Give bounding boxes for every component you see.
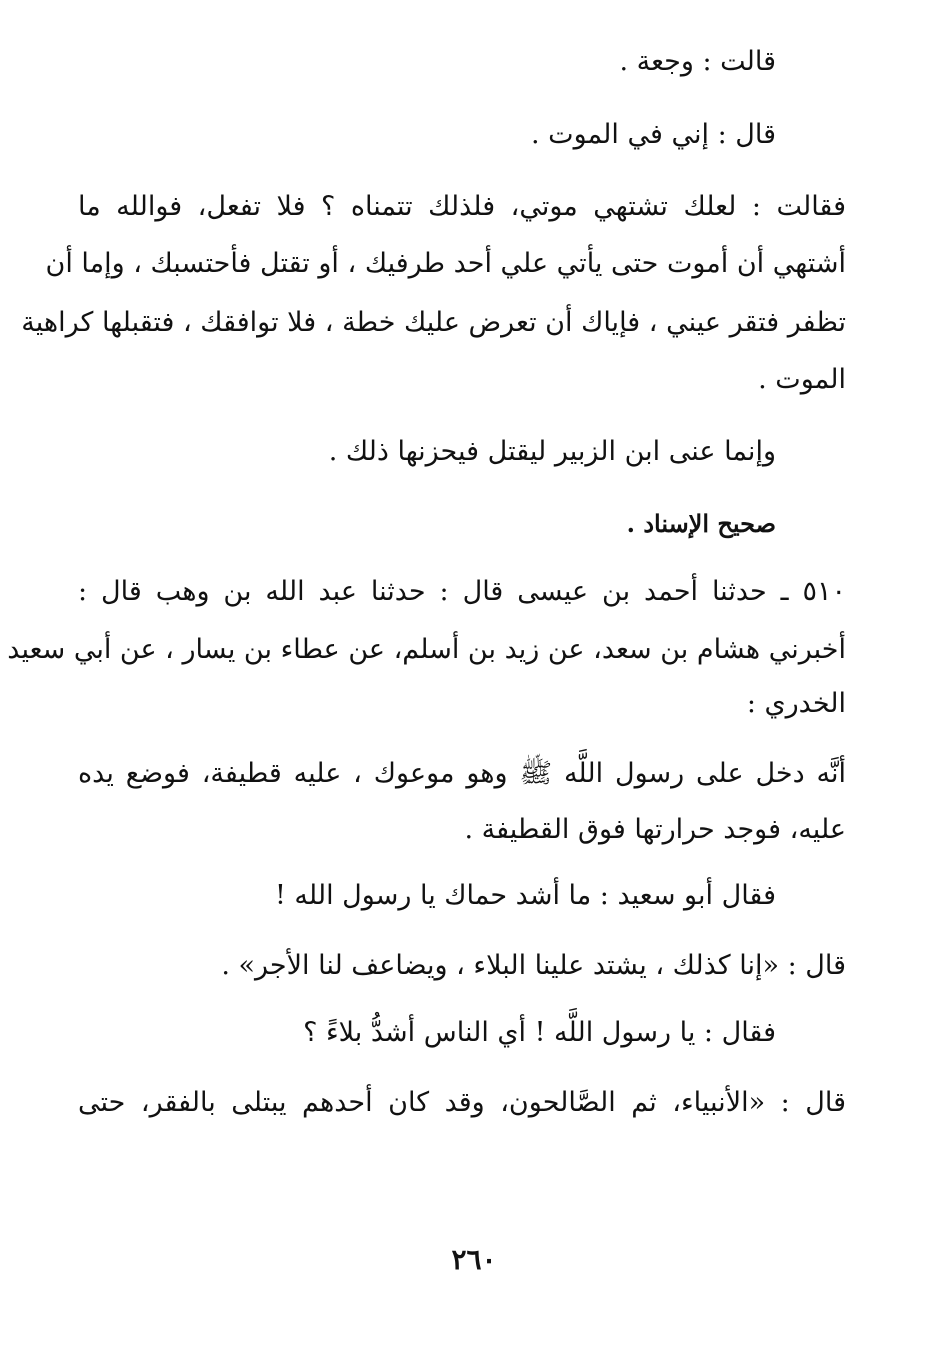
text-line-4: أشتهي أن أموت حتى يأتي علي أحد طرفيك ، أو تقتل فأحتسبك ، وإما أن	[45, 248, 846, 279]
text-line-2: قال : إني في الموت .	[531, 119, 776, 150]
text-line-5: تظفر فتقر عيني ، فإياك أن تعرض عليك خطة ، فلا توافقك ، فتقبلها كراهية	[21, 307, 846, 338]
text-line-16: فقال : يا رسول اللَّه ! أي الناس أشدُّ بلاءً ؟	[303, 1017, 776, 1048]
text-line-10: أخبرني هشام بن سعد، عن زيد بن أسلم، عن عطاء بن يسار ، عن أبي سعيد	[7, 634, 846, 665]
text-line-1: قالت : وجعة .	[619, 46, 776, 77]
text-line-13: عليه، فوجد حرارتها فوق القطيفة .	[464, 814, 846, 845]
text-line-14: فقال أبو سعيد : ما أشد حماك يا رسول الله !	[275, 880, 776, 911]
hadith-number-line: ٥١٠ ـ حدثنا أحمد بن عيسى قال : حدثنا عبد الله بن وهب قال :	[78, 576, 846, 607]
text-line-15: قال : «إنا كذلك ، يشتد علينا البلاء ، ويضاعف لنا الأجر» .	[221, 950, 846, 981]
grading-line: صحيح الإسناد .	[626, 509, 776, 538]
text-line-7: وإنما عنى ابن الزبير ليقتل فيحزنها ذلك .	[328, 436, 776, 467]
text-line-17: قال : «الأنبياء، ثم الصَّالحون، وقد كان أحدهم يبتلى بالفقر، حتى	[78, 1087, 846, 1118]
page-number: ٢٦٠	[451, 1243, 497, 1276]
text-line-3: فقالت : لعلك تشتهي موتي، فلذلك تتمناه ؟ فلا تفعل، فوالله ما	[78, 191, 846, 222]
text-line-12: أنَّه دخل على رسول اللَّه ﷺ وهو موعوك ، عليه قطيفة، فوضع يده	[78, 758, 846, 789]
text-line-11: الخدري :	[746, 688, 846, 719]
text-line-6: الموت .	[758, 364, 846, 395]
